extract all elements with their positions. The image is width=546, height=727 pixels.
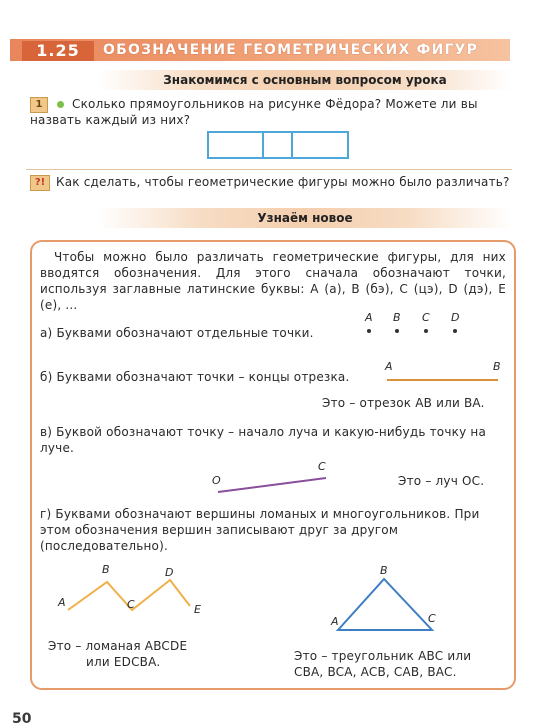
polyline-label-e: E bbox=[194, 603, 201, 616]
intro-band: Знакомимся с основным вопросом урока bbox=[98, 70, 512, 90]
point-label-b: B bbox=[393, 311, 401, 324]
segment-caption: Это – отрезок AB или BA. bbox=[322, 396, 485, 410]
section-number: 1.25 bbox=[22, 41, 94, 61]
triangle-figure bbox=[326, 562, 446, 642]
polyline-label-c: C bbox=[127, 598, 135, 611]
ray-caption: Это – луч OC. bbox=[398, 474, 485, 488]
ray-label-c: C bbox=[318, 460, 326, 473]
point-dot bbox=[395, 329, 399, 333]
task1-text: Сколько прямоугольников на рисунке Фёдора? Можете ли вы назвать каждый из них? bbox=[30, 97, 478, 127]
triangle-caption-line1: Это – треугольник ABC или bbox=[294, 649, 472, 663]
polyline-caption-line1: Это – ломаная ABCDE bbox=[48, 639, 188, 653]
item-b-text: б) Буквами обозначают точки – концы отрезка. bbox=[40, 370, 350, 384]
point-dot bbox=[453, 329, 457, 333]
triangle-shape bbox=[338, 579, 432, 630]
question-badge: ?! bbox=[30, 175, 50, 191]
triangle-caption-line2: CBA, BCA, ACB, CAB, BAC. bbox=[294, 665, 457, 679]
question-text: Как сделать, чтобы геометрические фигуры можно было различать? bbox=[56, 175, 510, 189]
point-dot bbox=[367, 329, 371, 333]
segment-label-a: A bbox=[385, 360, 393, 373]
segment-label-b: B bbox=[493, 360, 501, 373]
points-figure bbox=[356, 308, 466, 338]
ray-label-o: O bbox=[212, 474, 221, 487]
point-label-a: A bbox=[365, 311, 373, 324]
polyline-label-b: B bbox=[102, 563, 110, 576]
segment-figure bbox=[380, 358, 504, 388]
item-d-text: г) Буквами обозначают вершины ломаных и многоугольников. При этом обозначения вершин записывают друг за другом (последовательно). bbox=[40, 507, 480, 553]
ray-figure bbox=[206, 458, 336, 498]
page-number: 50 bbox=[12, 711, 32, 727]
point-dot bbox=[424, 329, 428, 333]
point-label-c: C bbox=[422, 311, 430, 324]
triangle-label-a: A bbox=[331, 615, 339, 628]
rectangles-figure bbox=[207, 131, 349, 159]
polyline-label-a: A bbox=[58, 596, 66, 609]
section-title: ОБОЗНАЧЕНИЕ ГЕОМЕТРИЧЕСКИХ ФИГУР bbox=[103, 42, 479, 58]
polyline-caption-line2: или EDCBA. bbox=[86, 655, 161, 669]
learn-new-band: Узнаём новое bbox=[98, 208, 512, 228]
triangle-label-b: B bbox=[380, 564, 388, 577]
intro-paragraph: Чтобы можно было различать геометрические фигуры, для них вводятся обозначения. Для этого сначала обозначают точки, используя заглавные латинские буквы: A (а), B (бэ), C (цэ), D (дэ), E (е), ... bbox=[40, 250, 506, 312]
polyline-label-d: D bbox=[165, 566, 174, 579]
item-c-text: в) Буквой обозначают точку – начало луча и какую-нибудь точку на луче. bbox=[40, 425, 487, 455]
triangle-label-c: C bbox=[428, 612, 436, 625]
point-label-d: D bbox=[451, 311, 460, 324]
item-a-text: а) Буквами обозначают отдельные точки. bbox=[40, 326, 314, 340]
outer-rectangle bbox=[207, 131, 349, 159]
task-number-badge: 1 bbox=[30, 97, 48, 113]
rectangle-divider bbox=[262, 131, 264, 159]
divider bbox=[26, 169, 512, 170]
polyline-figure bbox=[50, 560, 220, 630]
ray-line bbox=[218, 478, 326, 492]
rectangle-divider bbox=[291, 131, 293, 159]
